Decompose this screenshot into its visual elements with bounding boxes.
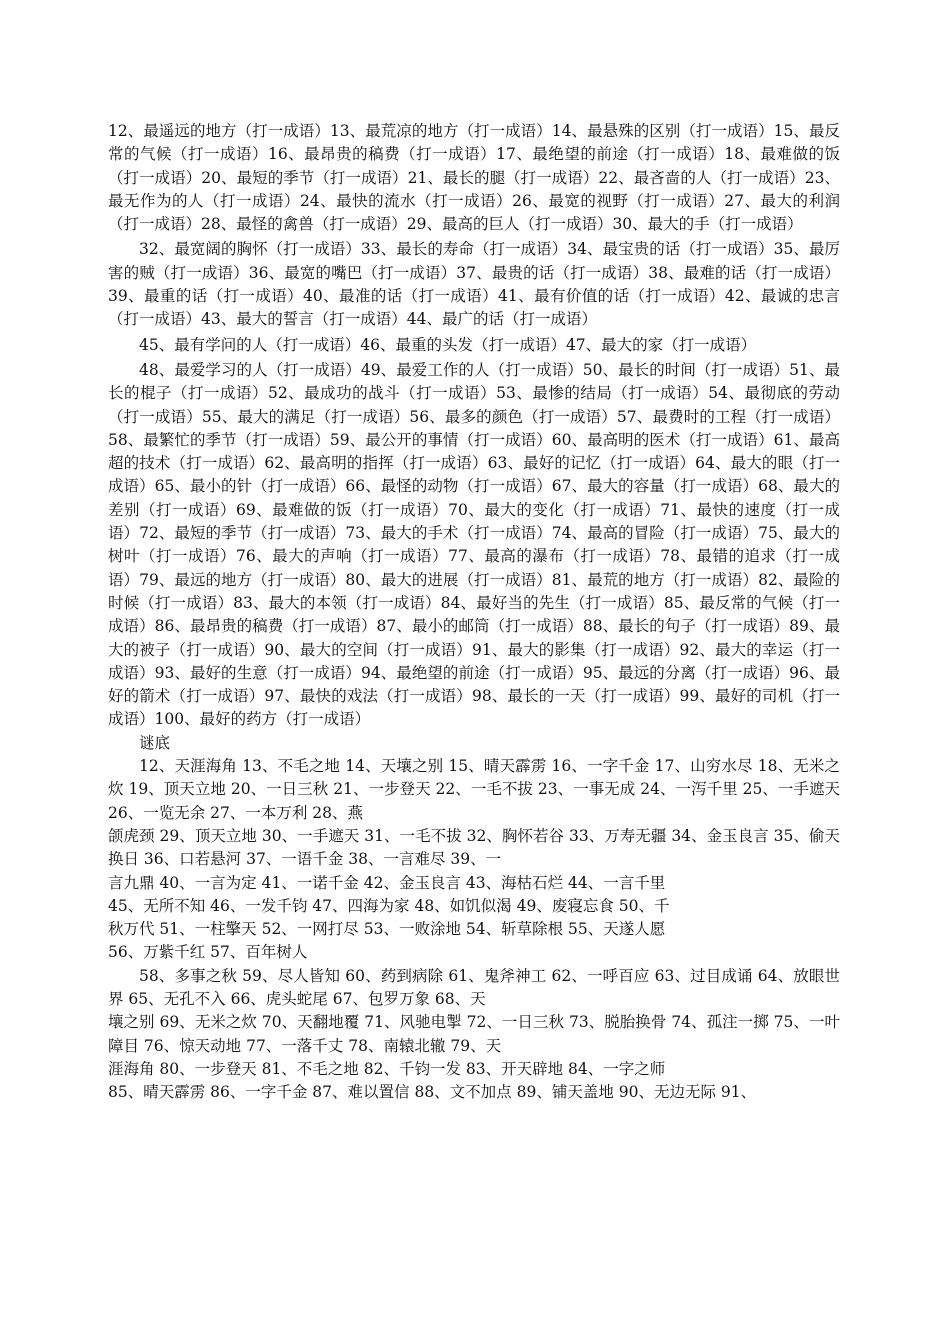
answer-paragraph-6: 56、万紫千红 57、百年树人 [108, 943, 308, 962]
riddle-paragraph-3: 45、最有学问的人（打一成语）46、最重的头发（打一成语）47、最大的家（打一成语） [139, 335, 757, 354]
answer-paragraph-2: 颌虎颈 29、顶天立地 30、一手遮天 31、一毛不拔 32、胸怀若谷 33、万寿无疆 34、金玉良言 35、偷天换日 36、口若悬河 37、一语千金 38、一言难尽 39、一 [108, 826, 840, 869]
answer-paragraph-4: 45、无所不知 46、一发千钧 47、四海为家 48、如饥似渴 49、废寝忘食 50、千 [108, 896, 670, 915]
answer-paragraph-7: 58、多事之秋 59、尽人皆知 60、药到病除 61、鬼斧神工 62、一呼百应 63、过目成诵 64、放眼世界 65、无孔不入 66、虎头蛇尾 67、包罗万象 68、天 [108, 966, 840, 1008]
answer-paragraph-8: 壤之别 69、无米之炊 70、天翻地覆 71、风驰电掣 72、一日三秋 73、脱胎换骨 74、孤注一掷 75、一叶障目 76、惊天动地 77、一落千丈 78、南辕北辙 79、天 [108, 1013, 840, 1055]
answer-paragraph-5: 秋万代 51、一柱擎天 52、一网打尽 53、一败涂地 54、斩草除根 55、天遂人愿 [108, 920, 666, 939]
answer-paragraph-3: 言九鼎 40、一言为定 41、一诺千金 42、金玉良言 43、海枯石烂 44、一言千里 [108, 873, 666, 892]
document-page [108, 120, 840, 1104]
riddle-paragraph-4: 48、最爱学习的人（打一成语）49、最爱工作的人（打一成语）50、最长的时间（打一成语）51、最长的棍子（打一成语）52、最成功的战斗（打一成语）53、最惨的结局（打一成语）54、最彻底的劳动（打一成语）55、最大的满足（打一成语）56、最多的颜色（打一成语）57、最费时的工程（打一成语）58、最繁忙的季节（打一成语）59、最公开的事情（打一成语）60、最高明的医术（打一成语）61、最高超的技术（打一成语）62、最高明的指挥（打一成语）63、最好的记忆（打一成语）64、最大的眼（打一成语）65、最小的针（打一成语）66、最怪的动物（打一成语）67、最大的容量（打一成语）68、最大的差别（打一成语）69、最难做的饭（打一成语）70、最大的变化（打一成语）71、最快的速度（打一成语）72、最短的季节（打一成语）73、最大的手术（打一成语）74、最高的冒险（打一成语）75、最大的树叶（打一成语）76、最大的声响（打一成语）77、最高的瀑布（打一成语）78、最错的追求（打一成语）79、最远的地方（打一成语）80、最大的进展（打一成语）81、最荒的地方（打一成语）82、最险的时候（打一成语）83、最大的本领（打一成语）84、最好当的先生（打一成语）85、最反常的气候（打一成语）86、最昂贵的稿费（打一成语）87、最小的邮筒（打一成语）88、最长的句子（打一成语）89、最大的被子（打一成语）90、最大的空间（打一成语）91、最大的影集（打一成语）92、最大的幸运（打一成语）93、最好的生意（打一成语）94、最绝望的前途（打一成语）95、最远的分离（打一成语）96、最好的箭术（打一成语）97、最快的戏法（打一成语）98、最长的一天（打一成语）99、最好的司机（打一成语）100、最好的药方（打一成语） [108, 360, 840, 729]
answer-paragraph-1: 12、天涯海角 13、不毛之地 14、天壤之别 15、晴天霹雳 16、一字千金 17、山穷水尽 18、无米之炊 19、顶天立地 20、一日三秋 21、一步登天 22、一毛不拔 23、一事无成 24、一泻千里 25、一手遮天 26、一览无余 27、一本万利 28、燕 [108, 757, 840, 822]
riddle-paragraph-1: 12、最遥远的地方（打一成语）13、最荒凉的地方（打一成语）14、最悬殊的区别（打一成语）15、最反常的气候（打一成语）16、最昂贵的稿费（打一成语）17、最绝望的前途（打一成语）18、最难做的饭（打一成语）20、最短的季节（打一成语）21、最长的腿（打一成语）22、最吝啬的人（打一成语）23、最无作为的人（打一成语）24、最快的流水（打一成语）26、最宽的视野（打一成语）27、最大的利润（打一成语）28、最怪的禽兽（打一成语）29、最高的巨人（打一成语）30、最大的手（打一成语） [108, 122, 840, 234]
answer-paragraph-9: 涯海角 80、一步登天 81、不毛之地 82、千钧一发 83、开天辟地 84、一字之师 [108, 1059, 666, 1078]
riddle-paragraph-2: 32、最宽阔的胸怀（打一成语）33、最长的寿命（打一成语）34、最宝贵的话（打一成语）35、最厉害的贼（打一成语）36、最宽的嘴巴（打一成语）37、最贵的话（打一成语）38、最难的话（打一成语）39、最重的话（打一成语）40、最准的话（打一成语）41、最有价值的话（打一成语）42、最诚的忠言（打一成语）43、最大的誓言（打一成语）44、最广的话（打一成语） [108, 240, 840, 329]
answers-heading: 谜底 [139, 733, 171, 752]
answer-paragraph-10: 85、晴天霹雳 86、一字千金 87、难以置信 88、文不加点 89、铺天盖地 90、无边无际 91、 [108, 1083, 757, 1102]
